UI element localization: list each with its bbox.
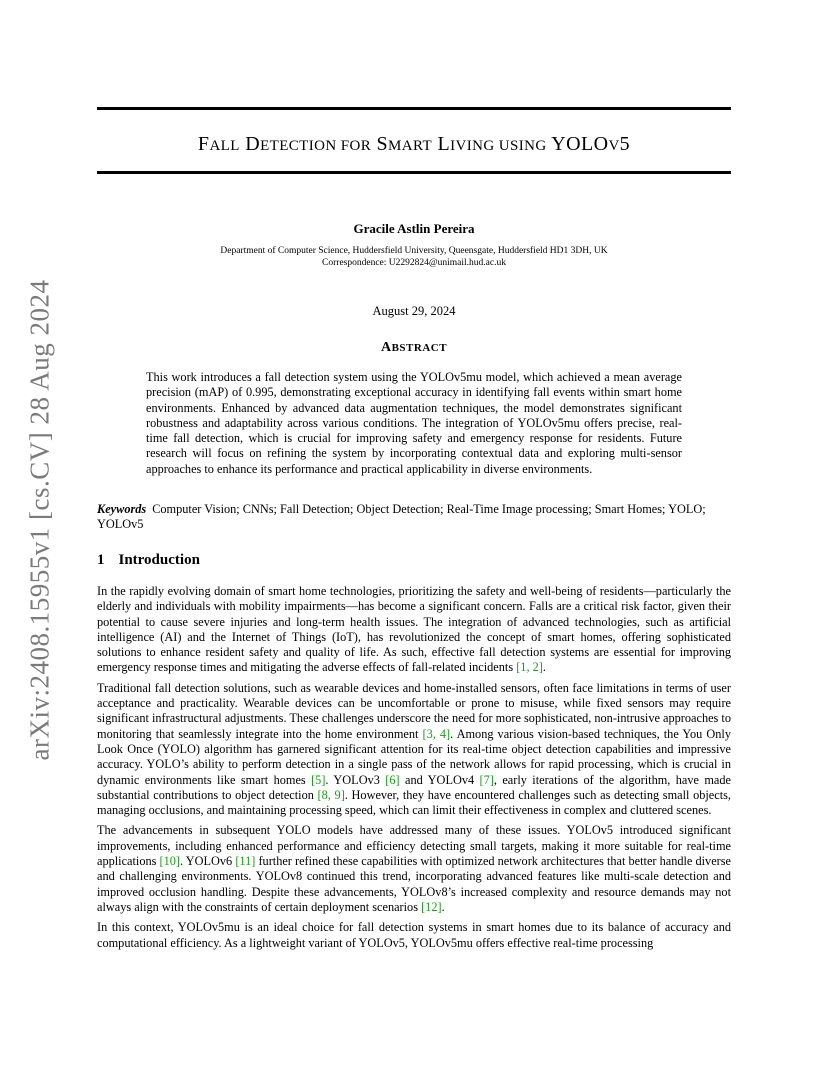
author-affiliation — [97, 245, 731, 269]
citation-link[interactable]: [6] — [385, 772, 400, 787]
paper-date: August 29, 2024 — [372, 304, 456, 318]
citation-link[interactable]: [11] — [235, 854, 256, 869]
citation-link[interactable]: 2] — [532, 660, 543, 675]
keywords — [97, 502, 731, 533]
citation-link[interactable]: [5] — [311, 772, 326, 787]
paragraph-4: In this context, YOLOv5mu is an ideal choice for fall detection systems in smart homes due to its balance of accuracy and computational efficiency. As a lightweight variant of YOLOv5, YOLOv5mu offers effective real-time processing — [97, 920, 731, 950]
citation-link[interactable]: [12] — [421, 899, 442, 914]
title-rule-bottom — [97, 171, 731, 174]
arxiv-watermark: arXiv:2408.15955v1 [cs.CV] 28 Aug 2024 — [24, 279, 55, 761]
keywords-label: Keywords — [97, 502, 147, 516]
citation-link[interactable]: 9] — [334, 787, 345, 802]
citation-link[interactable]: [8, — [317, 787, 331, 802]
introduction-body — [97, 584, 731, 956]
title-rule-top — [97, 107, 731, 110]
abstract-text: This work introduces a fall detection system using the YOLOv5mu model, which achieved a mean average precision (mAP) of 0.995, demonstrating exceptional accuracy in identifying fall events within smart home environments. Enhanced by advanced data augmentation techniques, the model demonstrates significant robustness and adaptability across various conditions. The integration of YOLOv5mu offers precise, real-time fall detection, which is crucial for improving safety and emergency response for residents. Future research will focus on refining the system by incorporating contextual data and exploring multi-sensor approaches to enhance its performance and practical applicability in diverse environments. — [146, 370, 682, 476]
citation-link[interactable]: [7] — [479, 772, 494, 787]
author-name: Gracile Astlin Pereira — [353, 221, 475, 236]
paper-title: FALL DETECTION FOR SMART LIVING USING YOLOV5 — [197, 133, 631, 155]
abstract-heading: ABSTRACT — [380, 340, 448, 355]
citation-link[interactable]: [1, — [516, 660, 530, 675]
keywords-text: Computer Vision; CNNs; Fall Detection; Object Detection; Real-Time Image processing; Smart Homes; YOLO; YOLOv5 — [97, 502, 706, 532]
citation-link[interactable]: [3, — [422, 726, 436, 741]
affiliation-line: Department of Computer Science, Huddersfield University, Queensgate, Huddersfield HD1 3DH, UK — [220, 246, 608, 256]
citation-link[interactable]: [10] — [159, 854, 181, 869]
paragraph-3: The advancements in subsequent YOLO models have addressed many of these issues. YOLOv5 introduced significant improvements, including enhanced performance and efficiency detecting small targets, making it more suitable for real-time applications [10]. YOLOv6 [11] further refined these capabilities with optimized network architectures that better handle diverse and challenging environments. YOLOv8 continued this trend, incorporating advanced features like multi-scale detection and improved occlusion handling. Despite these advancements, YOLOv8’s increased complexity and resource demands may not always align with the constraints of certain deployment scenarios [12]. — [97, 823, 731, 914]
correspondence-line: Correspondence: U2292824@unimail.hud.ac.uk — [322, 258, 506, 268]
citation-link[interactable]: 4] — [439, 726, 451, 741]
paragraph-2: Traditional fall detection solutions, such as wearable devices and home-installed sensors, often face limitations in terms of user acceptance and practicality. Wearable devices can be uncomfortable or prone to misuse, while fixed sensors may require significant infrastructural adjustments. These challenges underscore the need for more sophisticated, non-intrusive approaches to monitoring that seamlessly integrate into the home environment [3, 4]. Among various vision-based techniques, the You Only Look Once (YOLO) algorithm has garnered significant attention for its real-time object detection capabilities and impressive accuracy. YOLO’s ability to perform detection in a single pass of the network allows for rapid processing, which is crucial in dynamic environments like smart homes [5]. YOLOv3 [6] and YOLOv4 [7], early iterations of the algorithm, have made substantial contributions to object detection [8, 9]. However, they have encountered challenges such as detecting small objects, managing occlusions, and maintaining processing speed, which can limit their effectiveness in complex and cluttered scenes. — [97, 680, 732, 818]
section-heading-introduction: 1 Introduction — [97, 552, 200, 568]
paragraph-1: In the rapidly evolving domain of smart home technologies, prioritizing the safety and well-being of residents—particularly the elderly and individuals with mobility impairments—has become a significant concern. Falls are a critical risk factor, given their potential to cause severe injuries and long-term health issues. The integration of advanced technologies, such as artificial intelligence (AI) and the Internet of Things (IoT), has revolutionized the concept of smart homes, offering sophisticated solutions to enhance resident safety and quality of life. As such, effective fall detection systems are essential for improving emergency response times and mitigating the adverse effects of fall-related incidents [1, 2]. — [97, 584, 731, 675]
